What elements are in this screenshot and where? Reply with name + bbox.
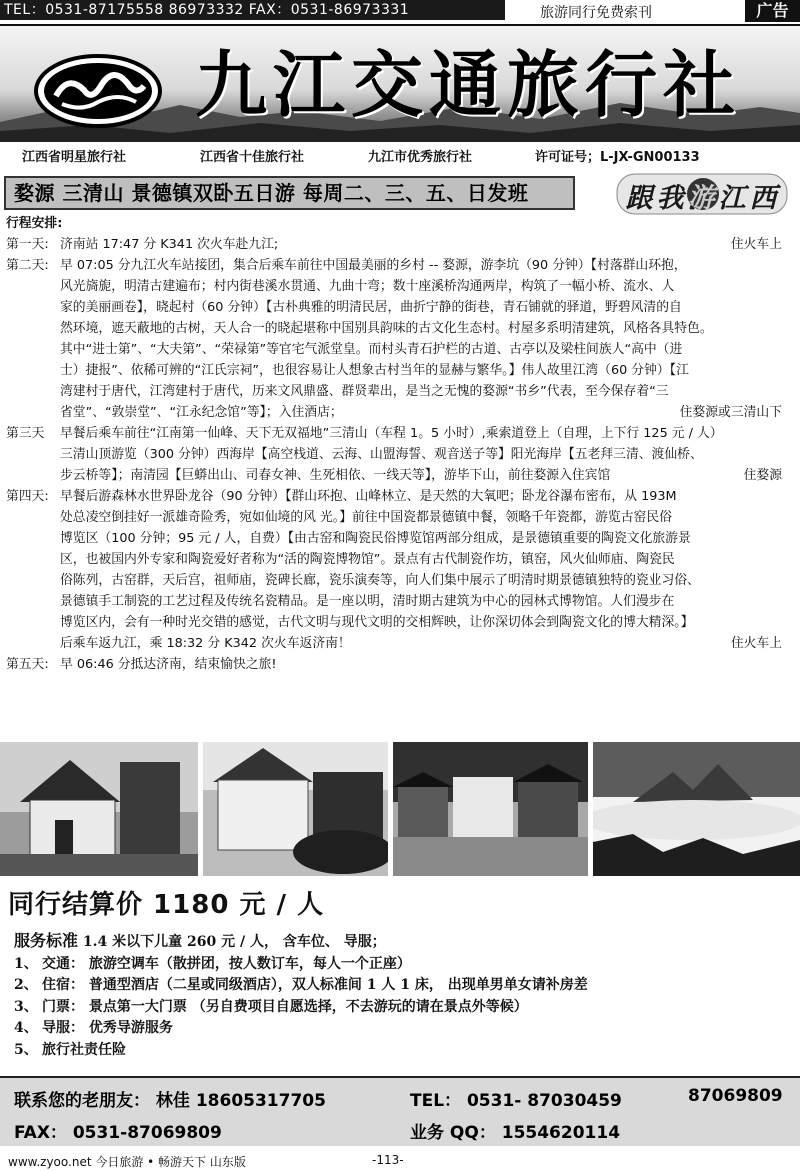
day-text-line: 早餐后游森林水世界卧龙谷（90 分钟）【群山环抱、山峰林立、是天然的大氧吧；卧龙谷瀑布密布，从 193M bbox=[60, 489, 677, 504]
service-num: 3、 bbox=[14, 998, 38, 1015]
village-photo-2-image bbox=[203, 742, 388, 876]
page-number: -113- bbox=[372, 1153, 404, 1167]
contact-qq: 业务 QQ： 1554620114 bbox=[410, 1123, 621, 1143]
price-headline: 同行结算价 1180 元 / 人 bbox=[8, 890, 325, 920]
license-number: 许可证号；L-JX-GN00133 bbox=[535, 150, 700, 165]
itinerary-section bbox=[6, 213, 790, 675]
day-label: 第三天 bbox=[6, 426, 45, 441]
agency-banner bbox=[0, 24, 800, 142]
service-standards bbox=[14, 930, 588, 1061]
day-stay: 住婺源或三清山下 bbox=[679, 405, 782, 420]
day-text-line: 博览区内，会有一种时光交错的感觉，古代文明与现代文明的交相辉映，让你深切体会到陶瓷文化的博大精深。】 bbox=[60, 615, 694, 630]
service-num: 1、 bbox=[14, 955, 38, 972]
day-text-line: 士）捷报”、依稀可辨的“江氏宗祠”，也很容易让人想象古村当年的显赫与繁华。】伟人故里江湾（60 分钟）【江 bbox=[60, 363, 689, 378]
day-4 bbox=[6, 486, 790, 654]
service-item: 住宿： 普通型酒店（二星或同级酒店），双人标准间 1 人 1 床， 出现单男单女请补房差 bbox=[42, 977, 588, 993]
services-heading: 服务标准 bbox=[14, 931, 79, 950]
top-strip bbox=[0, 0, 800, 22]
site-tagline: www.zyoo.net 今日旅游 • 畅游天下 山东版 bbox=[8, 1155, 246, 1169]
sanqing-mountain-photo-image bbox=[593, 742, 800, 876]
day-stay: 住火车上 bbox=[730, 237, 782, 252]
itinerary-heading: 行程安排: bbox=[6, 216, 63, 231]
day-text-line: 步云桥等】；南清园【巨蟒出山、司春女神、生死相依、一线天等】，游毕下山，前往婺源入住宾馆 bbox=[60, 468, 611, 483]
ad-tag: 广告 bbox=[745, 0, 800, 22]
day-2 bbox=[6, 255, 790, 423]
contact-tel-2: 87069809 bbox=[688, 1086, 783, 1106]
day-text-line: 俗陈列，古窑群，天后宫，祖师庙，瓷碑长廊，瓷乐演奏等，向人们集中展示了明清时期景德镇独特的瓷业习俗、 bbox=[60, 573, 700, 588]
service-item: 交通： 旅游空调车（散拼团，按人数订车，每人一个正座） bbox=[42, 955, 411, 972]
contact-fax: FAX： 0531-87069809 bbox=[14, 1123, 222, 1143]
child-price: 1.4 米以下儿童 260 元 / 人， 含车位、 导服； bbox=[82, 934, 386, 950]
agency-name-title: 九江交通旅行社 bbox=[195, 42, 742, 127]
day-text-line: 早 07:05 分九江火车站接团，集合后乘车前往中国最美丽的乡村 -- 婺源，游李坑（90 分钟）【村落群山环抱， bbox=[60, 258, 687, 273]
tel-fax-bar: TEL：0531-87175558 86973332 FAX：0531-86973331 bbox=[0, 0, 505, 20]
photo-strip bbox=[0, 742, 800, 876]
day-3 bbox=[6, 423, 790, 486]
day-text-line: 其中“进士第”、“大夫第”、“荣禄第”等官宅气派堂皇。而村头青石护栏的古道、古亭以及梁柱间族人“高中（进 bbox=[60, 342, 683, 357]
service-num: 5、 bbox=[14, 1041, 38, 1058]
day-text-line: 省堂”、“敦崇堂”、“江永纪念馆”等】；入住酒店； bbox=[60, 405, 343, 420]
service-item: 旅行社责任险 bbox=[42, 1041, 126, 1058]
route-title: 婺源 三清山 景德镇双卧五日游 每周二、三、五、日发班 bbox=[14, 181, 529, 205]
slogan-graphic bbox=[615, 168, 790, 218]
day-text-line: 早餐后乘车前往“江南第一仙峰、天下无双福地”三清山（车程 1。5 小时）,乘索道登上（自理，上下行 125 元 / 人） bbox=[60, 426, 723, 441]
day-text-line: 博览区（100 分钟；95 元 / 人，自费）【由古窑和陶瓷民俗博览馆两部分组成，是景德镇重要的陶瓷文化旅游景 bbox=[60, 531, 691, 546]
service-num: 2、 bbox=[14, 977, 38, 993]
affiliation-3: 九江市优秀旅行社 bbox=[368, 150, 473, 165]
day-text-line: 后乘车返九江，乘 18:32 分 K342 次火车返济南！ bbox=[60, 636, 351, 651]
day-1 bbox=[6, 234, 790, 255]
day-stay: 住火车上 bbox=[730, 636, 782, 651]
day-stay: 住婺源 bbox=[743, 468, 782, 483]
village-photo-1-image bbox=[0, 742, 198, 876]
route-title-box bbox=[4, 176, 575, 210]
day-text-line: 处总凌空倒挂好一派雄奇险秀，宛如仙境的风 光。】前往中国瓷都景德镇中餐，领略千年瓷都，游览古窑民俗 bbox=[60, 510, 672, 525]
agency-logo-icon bbox=[32, 52, 164, 130]
day-text-line: 风光旖旎，明清古建遍布；村内街巷溪水贯通、九曲十弯；数十座溪桥沟通两岸，构筑了一幅小桥、流水、人 bbox=[60, 279, 675, 294]
slogan-text: 跟我游江西 bbox=[625, 183, 781, 214]
day-label: 第五天: bbox=[6, 657, 49, 672]
service-item: 导服： 优秀导游服务 bbox=[42, 1020, 173, 1036]
day-label: 第二天: bbox=[6, 258, 49, 273]
affiliation-1: 江西省明星旅行社 bbox=[22, 150, 127, 165]
affiliation-row bbox=[0, 142, 800, 168]
service-item: 门票： 景点第一大门票 （另自费项目自愿选择，不去游玩的请在景点外等候） bbox=[42, 998, 528, 1015]
day-text-line: 景德镇手工制瓷的工艺过程及传统名瓷精品。是一座以明，清时期古建筑为中心的园林式博物馆。人们漫步在 bbox=[60, 594, 675, 609]
day-text: 济南站 17:47 分 K341 次火车赴九江; bbox=[60, 237, 279, 252]
day-label: 第四天: bbox=[6, 489, 49, 504]
day-text-line: 家的美丽画卷】，晓起村（60 分钟）【古朴典雅的明清民居，曲折宁静的街巷，青石铺就的驿道，野碧风清的自 bbox=[60, 300, 682, 315]
page-footer bbox=[0, 1150, 800, 1171]
day-text-line: 三清山顶游览（300 分钟）西海岸【高空栈道、云海、山盟海誓、观音送子等】阳光海岸【五老拜三清、渡仙桥、 bbox=[60, 447, 703, 462]
contact-box bbox=[0, 1076, 800, 1146]
free-index-text: 旅游同行免费索刊 bbox=[540, 5, 652, 21]
day-5 bbox=[6, 654, 790, 675]
day-text-line: 然环境，遮天蔽地的古树，天人合一的晓起堪称中国别具韵味的古文化生态村。村屋多系明清建筑，风格各具特色。 bbox=[60, 321, 713, 336]
day-text: 早 06:46 分抵达济南，结束愉快之旅! bbox=[60, 657, 277, 672]
service-num: 4、 bbox=[14, 1020, 38, 1036]
contact-tel: TEL： 0531- 87030459 bbox=[410, 1091, 622, 1111]
day-text-line: 湾建村于唐代，江湾建村于唐代，历来文风鼎盛、群贤辈出，是当之无愧的婺源“书乡”代表，至今保存着“三 bbox=[60, 384, 669, 399]
contact-person: 联系您的老朋友： 林佳 18605317705 bbox=[14, 1091, 326, 1111]
affiliation-2: 江西省十佳旅行社 bbox=[200, 150, 305, 165]
kiln-museum-photo-image bbox=[393, 742, 588, 876]
day-label: 第一天: bbox=[6, 237, 49, 252]
day-text-line: 区，也被国内外专家和陶瓷爱好者称为“活的陶瓷博物馆”。景点有古代制瓷作坊，镇窑，风火仙师庙、陶瓷民 bbox=[60, 552, 675, 567]
